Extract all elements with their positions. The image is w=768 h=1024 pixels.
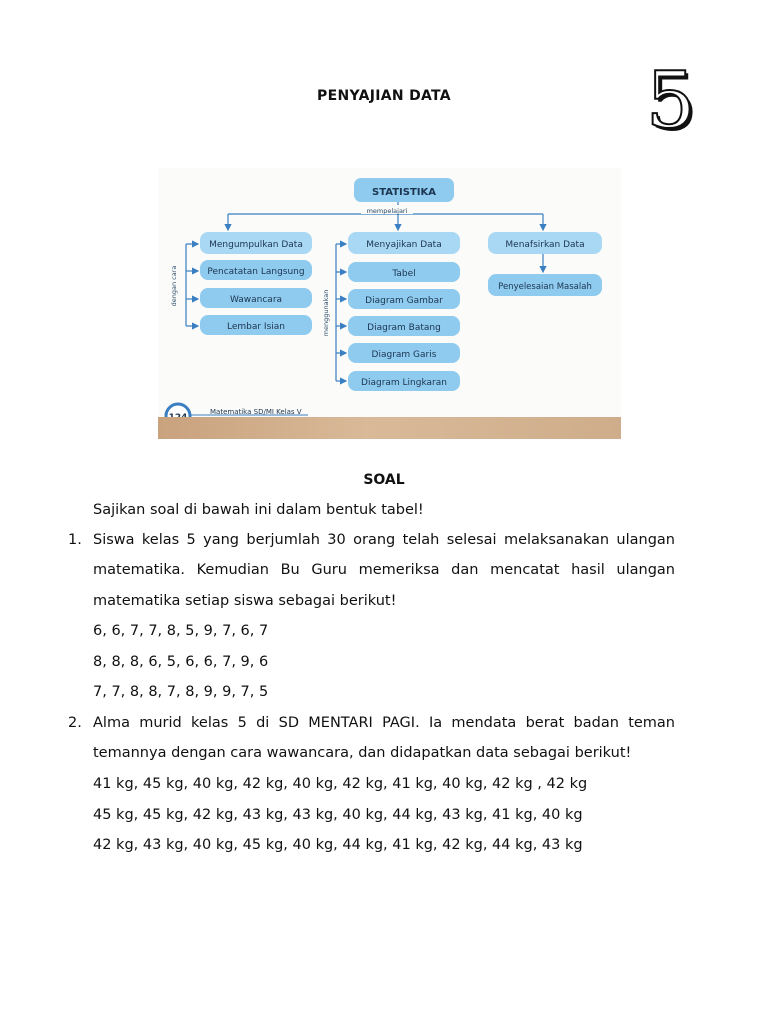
photo-bottom-edge: [158, 417, 621, 439]
diagram-col1-head: Mengumpulkan Data: [209, 240, 303, 250]
diagram-side-label-left: dengan cara: [170, 265, 178, 307]
question-1-data-2: 8, 8, 8, 6, 5, 6, 6, 7, 9, 6: [93, 654, 269, 670]
question-1-line-1: Siswa kelas 5 yang berjumlah 30 orang telah selesai melaksanakan ulangan: [93, 532, 675, 548]
diagram-col2-item2: Diagram Gambar: [365, 296, 443, 306]
question-2-line-2: temannya dengan cara wawancara, dan didapatkan data sebagai berikut!: [93, 745, 632, 761]
diagram-root-label: STATISTIKA: [372, 187, 436, 198]
question-2-data-2: 45 kg, 45 kg, 42 kg, 43 kg, 43 kg, 40 kg, 44 kg, 43 kg, 41 kg, 40 kg: [93, 807, 583, 823]
question-2-line-1: Alma murid kelas 5 di SD MENTARI PAGI. Ia mendata berat badan teman: [93, 715, 675, 731]
chapter-number: 5: [646, 56, 696, 146]
diagram-col2-head: Menyajikan Data: [366, 240, 442, 250]
question-1-line-2: matematika. Kemudian Bu Guru memeriksa dan mencatat hasil ulangan: [93, 562, 675, 578]
diagram-edge-label: mempelajari: [366, 207, 408, 215]
diagram-footer-text: Matematika SD/MI Kelas V: [210, 408, 302, 416]
soal-heading: SOAL: [363, 472, 405, 488]
diagram-col1-item3: Lembar Isian: [226, 322, 286, 332]
question-2-number: 2.: [68, 715, 82, 731]
statistics-diagram: [158, 168, 621, 439]
diagram-col2-item4: Diagram Garis: [371, 350, 437, 360]
diagram-col2-item5: Diagram Lingkaran: [361, 378, 447, 388]
instruction-text: Sajikan soal di bawah ini dalam bentuk tabel!: [93, 502, 424, 518]
diagram-col3-item1: Penyelesaian Masalah: [498, 282, 592, 292]
question-1-line-3: matematika setiap siswa sebagai berikut!: [93, 593, 397, 609]
statistics-diagram-photo: [158, 168, 621, 439]
diagram-col3-head: Menafsirkan Data: [505, 240, 585, 250]
page-title: PENYAJIAN DATA: [317, 88, 451, 104]
diagram-col2-item1: Tabel: [392, 269, 416, 279]
diagram-side-label-middle: menggunakan: [322, 289, 330, 337]
question-1-number: 1.: [68, 532, 82, 548]
diagram-col2-item3: Diagram Batang: [367, 323, 441, 333]
question-2-data-1: 41 kg, 45 kg, 40 kg, 42 kg, 40 kg, 42 kg, 41 kg, 40 kg, 42 kg , 42 kg: [93, 776, 588, 792]
question-1-data-1: 6, 6, 7, 7, 8, 5, 9, 7, 6, 7: [93, 623, 269, 639]
question-1-data-3: 7, 7, 8, 8, 7, 8, 9, 9, 7, 5: [93, 684, 269, 700]
diagram-col1-item1: Pencatatan Langsung: [207, 267, 305, 277]
question-2-data-3: 42 kg, 43 kg, 40 kg, 45 kg, 40 kg, 44 kg, 41 kg, 42 kg, 44 kg, 43 kg: [93, 837, 583, 853]
diagram-col1-item2: Wawancara: [229, 295, 283, 305]
